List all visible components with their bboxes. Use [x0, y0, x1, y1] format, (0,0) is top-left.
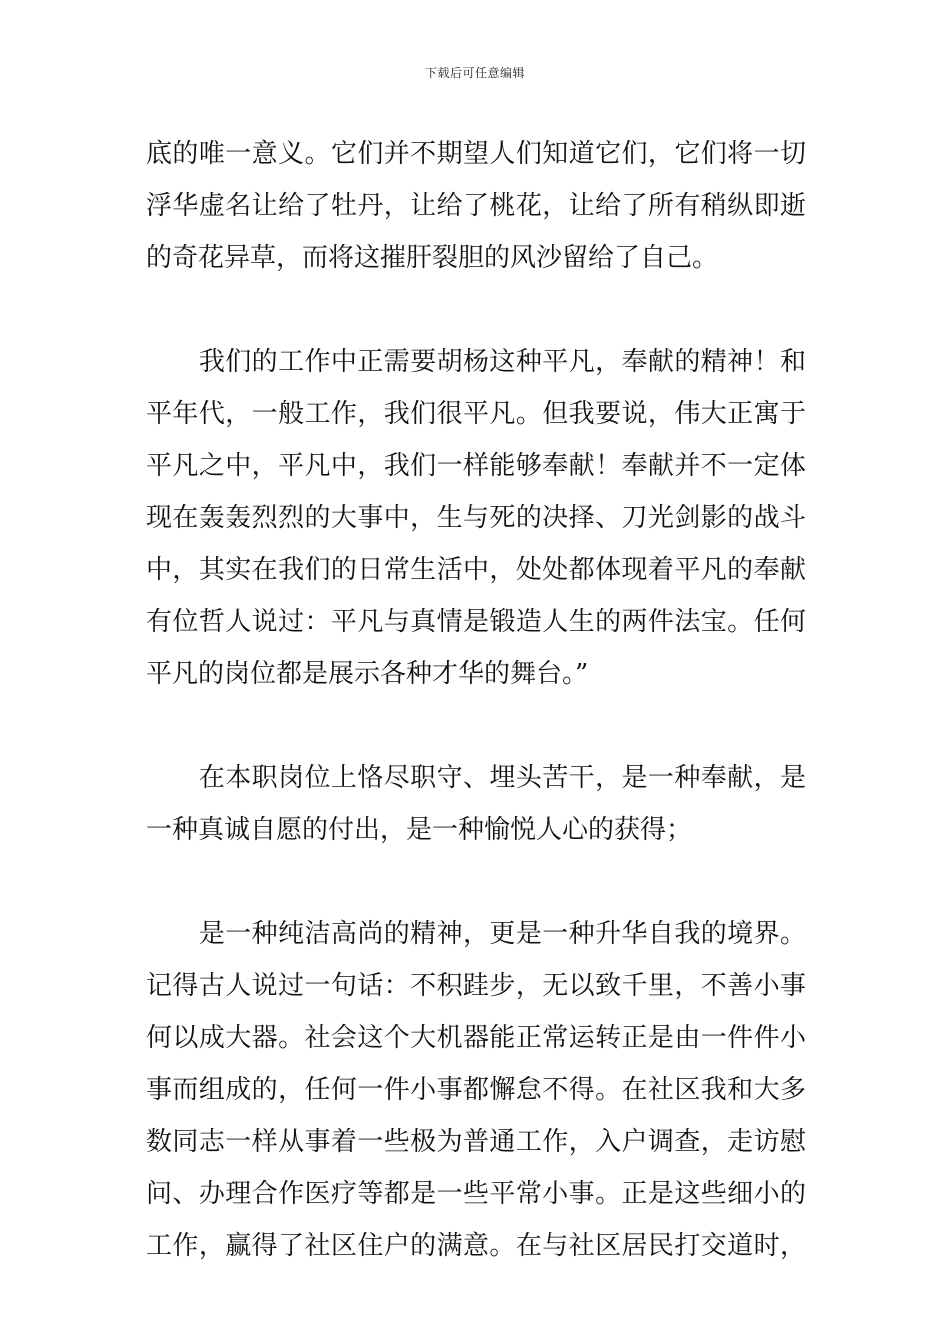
- text-line: 平凡的岗位都是展示各种才华的舞台。”: [146, 659, 589, 689]
- text-line: 的奇花异草，而将这摧肝裂胆的风沙留给了自己。: [146, 243, 719, 273]
- paragraph-gap: [146, 284, 806, 336]
- text-line: 一种真诚自愿的付出，是一种愉悦人心的获得；: [146, 815, 693, 845]
- paragraph-3: [146, 752, 806, 856]
- text-line: 在本职岗位上恪尽职守、埋头苦干，是一种奉献，是: [146, 763, 806, 793]
- text-line: 是一种纯洁高尚的精神，更是一种升华自我的境界。: [146, 919, 806, 949]
- text-line: 我们的工作中正需要胡杨这种平凡，奉献的精神！和: [146, 347, 806, 377]
- text-line: 数同志一样从事着一些极为普通工作，入户调查，走访慰: [146, 1127, 806, 1157]
- paragraph-4: [146, 908, 806, 1272]
- text-line: 中，其实在我们的日常生活中，处处都体现着平凡的奉献: [146, 555, 806, 585]
- paragraph-gap: [146, 700, 806, 752]
- text-line: 现在轰轰烈烈的大事中，生与死的决择、刀光剑影的战斗: [146, 503, 806, 533]
- text-line: 工作，赢得了社区住户的满意。在与社区居民打交道时，: [146, 1231, 806, 1261]
- text-line: 浮华虚名让给了牡丹，让给了桃花，让给了所有稍纵即逝: [146, 191, 806, 221]
- text-line: 平凡之中，平凡中，我们一样能够奉献！奉献并不一定体: [146, 451, 806, 481]
- paragraph-2: [146, 336, 806, 700]
- document-body: [146, 128, 806, 1272]
- text-line: 平年代，一般工作，我们很平凡。但我要说，伟大正寓于: [146, 399, 806, 429]
- paragraph-gap: [146, 856, 806, 908]
- text-line: 事而组成的，任何一件小事都懈怠不得。在社区我和大多: [146, 1075, 806, 1105]
- text-line: 何以成大器。社会这个大机器能正常运转正是由一件件小: [146, 1023, 806, 1053]
- text-line: 有位哲人说过：平凡与真情是锻造人生的两件法宝。任何: [146, 607, 806, 637]
- text-line: 问、办理合作医疗等都是一些平常小事。正是这些细小的: [146, 1179, 806, 1209]
- text-line: 记得古人说过一句话：不积跬步，无以致千里，不善小事: [146, 971, 806, 1001]
- paragraph-1: [146, 128, 806, 284]
- text-line: 底的唯一意义。它们并不期望人们知道它们，它们将一切: [146, 139, 806, 169]
- page-header: 下载后可任意编辑: [424, 66, 525, 80]
